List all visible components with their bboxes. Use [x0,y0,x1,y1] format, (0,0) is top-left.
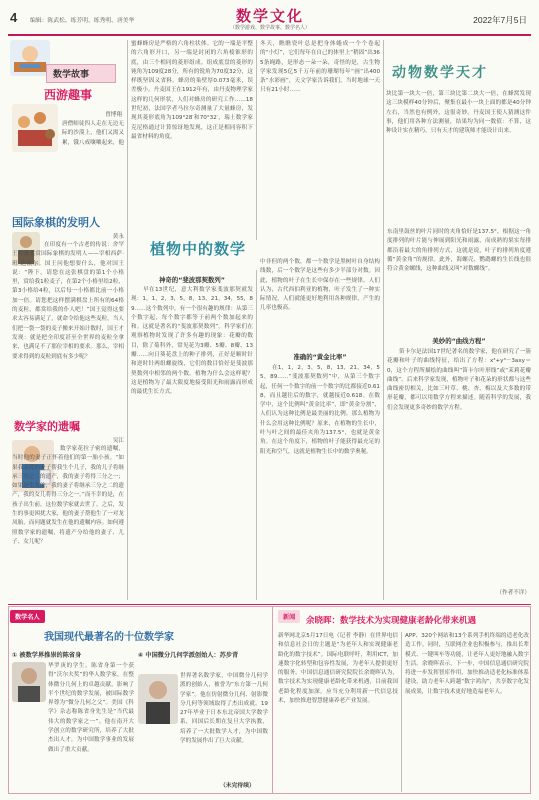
masthead-subtitle: （数学游戏、数学故事、数学名人） [229,25,310,31]
fibonacci-text: 早在13世纪，意大利数学家斐波那契就发现：1，1，2，3，5，8，13，21，34，55，89……这个数列中，有一个很有趣的规律：从第三个数字起，每个数字都等于前两个数加起来的和。这就是著名的“斐波那契数列”。科学家们在观察植物时发现了许多有趣的现象：花瓣的数目，除了菊科外，常见花为3瓣、5瓣、8瓣、13瓣……向日葵花盘上的种子排列，正好是顺时针和逆时针两组螺旋线，它们的数目恰好是斐波那契数列中相邻的两个数。植物为什么会这样呢？这是植物为了最大限度地接受阳光和雨露而形成的最优生长方式。 [131,287,253,396]
story1-title: 西游趣事 [44,88,93,102]
story3-text: 数学家花拉子密的遗嘱，当时他的妻子正怀着他们的第一胎小孩。“如果我亲爱的妻子帮我生个儿子，我的儿子将继承三分之二的遗产，我的妻子将得三分之一；如果是生女的，我的妻子将继承三分之二的遗产，我的女儿将得三分之一。”而不幸的是，在孩子出生前，这位数学家就去世了。之后，发生的事更困扰大家，他的妻子帮他生了一对龙凤胎，而问题就发生在他的遗嘱内容。如何遵照数学家的遗嘱，将遗产分给他的妻子、儿子、女儿呢？ [12,446,124,545]
col3-top-text: 冬天，瞧瞧瓷叶总是把身体蜷成一个个卷起的“小灯”，它们每年在自己的体里上“稍固”出365条绳路，是形态一朵一朵，奇怪的是，古生物学家发现5亿5千万年前的珊瑚每年“画”出400条“水彩画”，天文学家告诉我们，当时地球一天只有21小时…… [260,41,380,94]
story3-title: 数学家的遗嘱 [14,420,80,433]
item2-title: ④ 中国微分几何学派创始人：苏步青 [138,652,239,659]
bottom-frame [8,606,531,794]
golden-ratio-text: 在1，1，2，3，5，8，13，21，34，55，89……“斐波那契数列”中，从第三个数字起，任何一个数字的前一个数字的比都接近0.618，而且越往后的数字，就越接近0.618。在数学中，这个比例叫“黄金比率”，即“黄金分割”，人们认为这种比例是最美丽的比例。那么植物为什么会用这种比例呢？原来，在植物的生长中，叶与叶之间的最佳夹角为137.5°，也就是黄金角。在这个角度下，植物的叶子能获得最充足的阳光和空气，这就是植物生长中的数学奥秘。 [260,365,380,455]
issue-date: 2022年7月5日 [473,15,527,25]
col3-mid-text: 中非但的两个数，都一个数学是黑树叶自身结构线数，后一个数学是这些有多少半部分对数。因此，植物的叶子在生长中保存在一些规律。人们认为，古代西伯利亚的植物，叶子发生了一种实际情况，人们就能更好地利用各种规律，产生的几率也极高。 [260,259,380,312]
curve-equation-text: 笛卡尔是法国17世纪著名的数学家，他在研究了一簇花瓣和叶子的曲线特征，给出了方程：x³+y³－3axy＝0，这个方程所描绘的曲线叫“笛卡尔叶形线”或“茉莉花瓣曲线”。后来科学家发现，植物叶子和花朵的形状都与这些曲线密切相关，比如三叶草、桃、杏、梅以及大多数的带形花瓣，都可以用数学方程来描述。随着科学的发展，我们会发现更多奇妙的数学方程。 [387,349,531,411]
news-text-right: APP、320个网站和13个系列手机终端的适老化改造工作。同时，互联网企业也积极参与，推出长辈模式、一键叫车等功能，让老年人更好地融入数字生活。余晓晖表示，下一步，中国信息通信研究院将进一步发挥智库作用，加快推动适老化标准体系建设，助力老年人跨越“数字鸿沟”，共享数字化发展成果，让数字技术更好地造福老年人。 [405,633,529,695]
story2-title: 国际象棋的发明人 [12,216,100,229]
news-title: 余晓晖：数学技术为实现健康老龄化带来机遇 [306,616,477,626]
story2-text: 在印度有一个古老的传说：舍罕王打算奖赏国际象棋的发明人——宰相西萨·班·达依尔。国王问他想要什么，他对国王说：“陛下，请您在这张棋盘的第1个小格里，赏给我1粒麦子，在第2个小格里给2粒，第3小格给4粒，以后每一小格都比前一小格加一倍。请您把这样摆满棋盘上所有的64格的麦粒，都赏给我的仆人吧！”国王觉得这要求太容易满足了，就命令给他这些麦粒。当人们把一袋一袋的麦子搬来开始计数时，国王才发现：就是把全印度甚至全世界的麦粒全拿来，也满足不了那位宰相的要求。那么，宰相要求得到的麦粒到底有多少呢？ [12,242,124,360]
math-celebrity-tag: 数学名人 [10,610,45,623]
page-number: 4 [10,10,18,25]
plants-article-author: （作者不详） [496,590,530,596]
bee-story-text: 蜜蜂蜂房是严格的六角柱状体。它的一端是平整的六角形开口，另一端是封闭的六角棱锥形的底，由三个相同的菱形组成。组成底盘的菱形的钝角为109度28分，所有的锐角为70度32分，这样既坚固又省料。蜂房的巢壁厚0.073毫米，误差极小。丹麦国王在1912年有，由丹麦物理学家这样的几何形状，人们对蜂房的研究工作……18世纪初，法国学者马拉尔奇测量了大量蜂房，发现其菱形底角为109°28′和70°32′，瑞士数学家克尼格通过计算惊讶地发现，这正是相同容积下最省材料的角度。 [131,41,253,140]
leaf-angle-text: 东南里鼓丝的叶片同时的夹角恰好是137.5°，根据这一角度排列的叶片能与伸展到阳光和雨露，而成熟的果实每排都沿着最大的角排列方式，这就是说，叶子的排列角度遵循“黄金角”的规律。此外，海螺壳、鹦鹉螺的生长线也很符合黄金螺线，这种曲线又叫“对数螺线”。 [387,229,531,273]
masthead: 数学文化 [235,7,304,25]
story2-author: 黄永 [112,234,124,240]
news-tag: 新闻 [278,610,300,623]
plants-math-title: 植物中的数学 [150,240,247,258]
story1-text: 唐僧师徒四人走在无边无际的沙漠上，他们又渴又累，饿八戒嚷嚷起来，他 [62,121,124,146]
story1-author: 曾博翔 [105,112,122,118]
story1-illustration [12,104,58,152]
fibonacci-subtitle: 神奇的“斐波那契数列” [159,276,225,284]
header-illustration [10,40,50,76]
animal-math-title: 动物数学天才 [392,65,488,81]
editors-line: 编辑：陈武松、练芳明、练秀明、唐美华 [30,18,135,24]
curve-equation-subtitle: 美妙的“曲线方程” [432,337,486,345]
item2-text: 世界著名数学家，中国微分几何学派的创始人，被誉为“东方第一几何学家”。他在仿射微分几何、射影微分几何等领域取得了杰出成就。1927年毕业于日本东北帝国大学数学系，回国后长期在复旦大学执教，培养了一大批数学人才，为中国数学的发展作出了巨大贡献。 [180,673,268,745]
story3-author: 吴江 [112,438,124,444]
animal-math-text: 块比第一块大一倍，第三块比第二块大一倍，在蜂窝发现这三块模样40分钟后，聚集在最小一块上面的都是40分钟左右，当然也有例外，这很奇妙。丹麦国王使人猜测这件事，他们用各种方法测量，结果均为同一数值：不算，这种设计实在精巧，只有天才的建筑师才能设计出来。 [386,91,531,135]
item1-text: 华罗庚的学生，陈省身第一个获得“沃尔夫奖”的华人数学家，在整体微分几何上的卓越贡献，影响了半个世纪的数学发展，被国际数学界尊为“微分几何之父”。美国《科学》杂志称陈省身先生是“当代最伟大的数学家之一”。他在南开大学创立的数学研究所，培养了大批杰出人才，为中国数学事业的发展做出了重大贡献。 [48,663,134,753]
section-title-math-stories: 数学故事 [46,64,116,83]
item1-title: ① 被数学界推崇的陈省身 [12,652,82,659]
story1-text-cont [12,152,124,208]
news-text-left: 新华网北京5月17日电（记者 李静）在世界电信和信息社会日的主题是“为老年人和实现健康老龄化的数字技术”。国际电联呼吁，利用ICT，加速数字化转型和包容性发展，为老年人提供更好的服务。中国信息通信研究院院长余晓晖认为，数字技术为实现健康老龄化带来机遇，目前我国老龄化程度加深，应当充分利用新一代信息技术，加快推进智慧健康养老产业发展。 [278,633,398,705]
bottom-left-title: 我国现代最著名的十位数学家 [44,632,174,643]
golden-ratio-subtitle: 准确的“黄金比率” [293,353,347,361]
header-rule [8,34,531,36]
to-be-continued: （未完待续） [220,783,255,789]
